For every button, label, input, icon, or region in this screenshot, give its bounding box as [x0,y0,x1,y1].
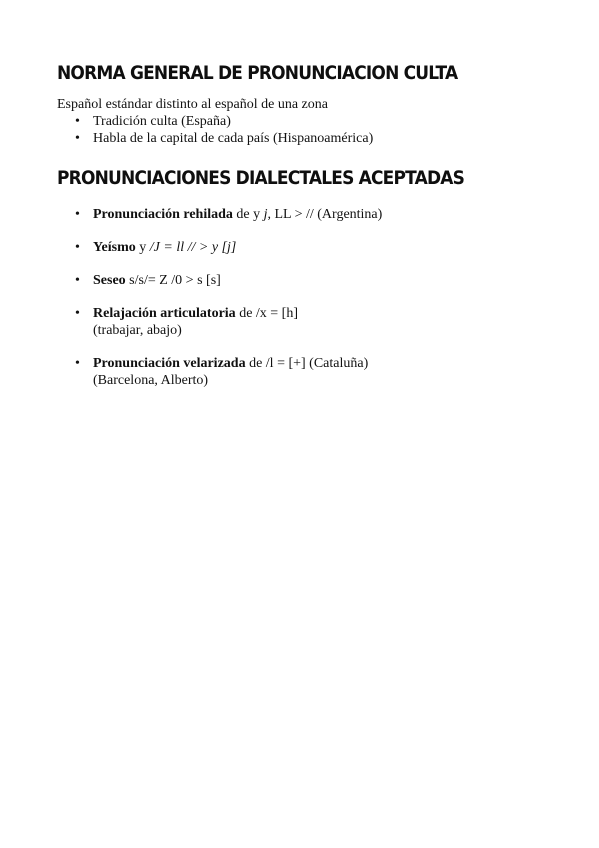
heading-norma-general: NORMA GENERAL DE PRONUNCIACION CULTA [57,62,458,85]
item-text: , LL > // (Argentina) [267,207,383,222]
dialect-list [57,206,382,405]
item-example: (trabajar, abajo) [93,323,182,338]
term-label: Relajación articulatoria [93,306,236,321]
item-text: de /x = [h] [235,306,299,321]
list-item-rehilada [57,206,382,223]
item-text-italic: /J = ll // > y [j] [149,240,237,255]
heading-pronunciaciones-dialectales: PRONUNCIACIONES DIALECTALES ACEPTADAS [57,167,465,190]
item-text-italic: j [263,207,268,222]
intro-text: Español estándar distinto al español de una zona [57,97,328,112]
intro-list [57,113,373,147]
term-label: Seseo [93,273,126,288]
item-text: de y [232,207,264,222]
list-item-seseo [57,272,382,289]
term-label: Pronunciación rehilada [93,207,233,222]
item-text: s/s/= Z /0 > s [s] [125,273,221,288]
term-label: Pronunciación velarizada [93,356,246,371]
list-item-yeismo [57,239,382,256]
term-label: Yeísmo [93,240,136,255]
list-item: • Tradición culta (España) [57,113,373,130]
list-item-relajacion [57,305,382,339]
item-text: y [135,240,150,255]
item-example: (Barcelona, Alberto) [93,373,209,388]
list-item: • Habla de la capital de cada país (Hispanoamérica) [57,130,373,147]
item-text: de /l = [+] (Cataluña) [245,356,369,371]
list-item-velarizada [57,355,382,389]
